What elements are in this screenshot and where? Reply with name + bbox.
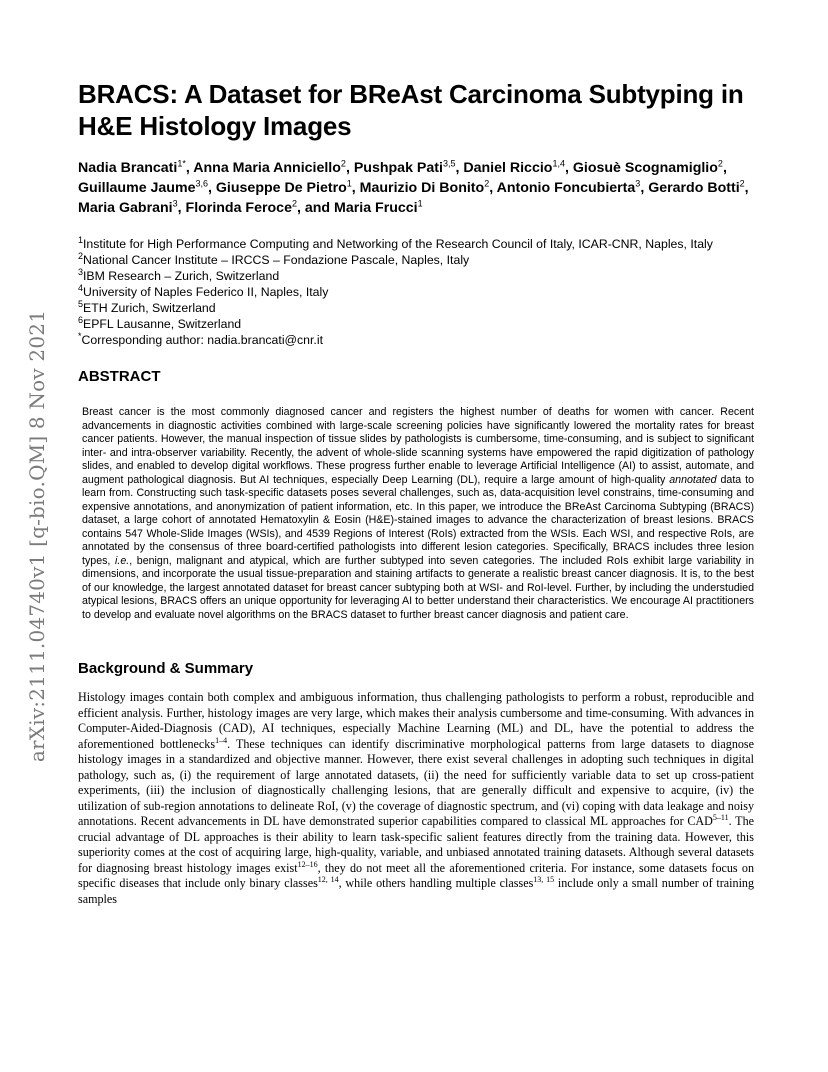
citation-ref: 12–16 [297,859,318,869]
author-affiliation-marker: 3 [635,178,641,189]
background-text-6: include only a small number of training samples [78,876,755,906]
citation-ref: 12, 14 [317,874,339,884]
affiliation-item [78,284,754,300]
background-heading: Background & Summary [78,660,254,677]
affiliation-text: National Cancer Institute – IRCCS – Fondazione Pascale, Naples, Italy [83,253,470,267]
background-text-5: , while others handling multiple classes [338,876,534,890]
citation-ref: 5–11 [712,812,729,822]
abstract-emphasis-annotated: annotated [669,473,717,486]
author-affiliation-marker: 2 [484,178,490,189]
arxiv-identifier: arXiv:2111.04740v1 [q-bio.QM] 8 Nov 2021 [25,309,49,763]
abstract-text [82,406,754,622]
background-text-2: . These techniques can identify discriminative morphological patterns from large datasets to diagnose histology images in a standardized and objective manner. However, there exist several challenges in adopting such techniques in digital pathology, such as, (i) the requirement of large annotated datasets, (ii) the need for sufficiently variable data to set up cross-patient experiments, (iii) the inclusion of diagnostically challenging lesions, that are generally difficult and expensive to acquire, (iv) the utilization of sub-region annotations to delineate RoI, (v) the coverage of diagnostic spectrum, and (vi) coping with data leakage and noisy annotations. Recent advancements in DL have demonstrated superior capabilities compared to classical ML approaches for CAD [78,736,754,828]
author-name: Antonio Foncubierta [496,180,636,196]
affiliation-marker: 1 [78,234,84,245]
affiliation-marker: 3 [78,266,84,277]
author-affiliation-marker: 2 [717,158,723,169]
affiliation-marker: 5 [78,298,84,309]
author-affiliation-marker: 3 [172,198,178,209]
author-name: Pushpak Pati [353,160,443,176]
abstract-part-2: data to learn from. Constructing such task-specific datasets poses several challenges, such as, data-acquisition level constrains, time-consuming and expensive annotations, and anonymization of patient information, etc. In this paper, we introduce the BReAst Carcinoma Subtyping (BRACS) dataset, a large cohort of annotated Hematoxylin & Eosin (H&E)-stained images to advance the characterization of breast lesions. BRACS contains 547 Whole-Slide Images (WSIs), and 4539 Regions of Interest (RoIs) extracted from the WSIs. Each WSI, and respective RoIs, are annotated by the consensus of three board-certified pathologists into different lesion categories. Specifically, BRACS includes three lesion types, [82,473,754,567]
citation-ref: 1–4 [215,735,228,745]
background-text-1: Histology images contain both complex and ambiguous information, thus challenging pathologists to perform a robust, reproducible and efficient analysis. Further, histology images are very large, which makes their analysis cumbersome and time-consuming. With advances in Computer-Aided-Diagnosis (CAD), AI techniques, especially Machine Learning (ML) and DL, have the potential to address the aforementioned bottlenecks [78,690,754,751]
author-name: Nadia Brancati [78,160,178,176]
affiliation-marker: 2 [78,250,84,261]
background-text-3: . The crucial advantage of DL approaches is their ability to learn task-specific salient features directly from the training data. However, this superiority comes at the cost of acquiring large, high-quality, variable, and unbiased annotated training datasets. Although several datasets for diagnosing breast histology images exist [78,814,754,875]
author-affiliation-marker: 3,6 [195,178,208,189]
author-affiliation-marker: 3,5 [442,158,456,169]
affiliation-item [78,316,754,332]
abstract-heading: ABSTRACT [78,368,161,385]
affiliation-marker: 4 [78,282,84,293]
affiliation-item [78,332,754,348]
author-affiliation-marker: 1* [177,158,186,169]
affiliation-item [78,236,754,252]
background-text-4: , they do not meet all the aforementioned criteria. For instance, some datasets focus on specific diseases that include only binary classes [78,860,754,890]
abstract-emphasis-ie: i.e. [115,554,130,567]
arxiv-sidebar [0,0,74,1072]
affiliation-text: IBM Research – Zurich, Switzerland [83,269,280,283]
author-name: Giuseppe De Pietro [215,180,347,196]
affiliation-marker: * [78,330,82,341]
affiliation-text: University of Naples Federico II, Naples, Italy [83,285,329,299]
author-name: Gerardo Botti [648,180,740,196]
author-name: Guillaume Jaume [78,180,196,196]
author-name: Florinda Feroce [185,200,292,216]
affiliation-text: Corresponding author: nadia.brancati@cnr.it [81,333,323,347]
author-affiliation-marker: 1,4 [552,158,565,169]
background-paragraph [78,690,754,907]
affiliation-text: Institute for High Performance Computing and Networking of the Research Council of Italy, ICAR-CNR, Naples, Italy [83,237,713,251]
affiliation-text: ETH Zurich, Switzerland [83,301,216,315]
affiliation-item [78,268,754,284]
author-name: Daniel Riccio [463,160,553,176]
affiliation-marker: 6 [78,314,84,325]
paper-page [78,78,754,907]
author-affiliation-marker: 2 [340,158,346,169]
affiliation-text: EPFL Lausanne, Switzerland [83,317,242,331]
author-name: Anna Maria Anniciello [193,160,341,176]
author-affiliation-marker: 2 [291,198,297,209]
abstract-part-1: Breast cancer is the most commonly diagnosed cancer and registers the highest number of deaths for women with cancer. Recent advancements in diagnostic activities combined with large-scale screening policies have significantly lowered the mortality rates for breast cancer patients. However, the manual inspection of tissue slides by pathologists is cumbersome, time-consuming, and is subject to significant inter- and intra-observer variability. Recently, the advent of whole-slide scanning systems have empowered the rapid digitization of pathology slides, and enabled to develop digital workflows. These progress further enable to leverage Artificial Intelligence (AI) to assist, automate, and augment pathological diagnosis. But AI techniques, especially Deep Learning (DL), require a large amount of high-quality [82,406,754,486]
abstract-part-3: , benign, malignant and atypical, which are further subtyped into seven categories. The included RoIs exhibit large variability in dimensions, and incorporate the usual tissue-preparation and staining artifacts to generate a realistic breast cancer diagnosis. It is, to the best of our knowledge, the largest annotated dataset for breast cancer subtyping both at WSI- and RoI-level. Further, by including the understudied atypical lesions, BRACS offers an unique opportunity for leveraging AI to better understand their characteristics. We encourage AI practitioners to develop and evaluate novel algorithms on the BRACS dataset to further breast cancer diagnosis and patient care. [82,554,754,621]
author-list: Nadia Brancati$^{1*}$, Anna Maria Anniciello$^2$, Pushpak Pati$^{3,5}$, Daniel Riccio$^{1,4}$, Giosuè Scognamiglio$^2$, Guillaume Jaume$^{3,6}$, Giuseppe De Pietro$^1$, Maurizio Di Bonito$^2$, Antonio Foncubierta$^3$, Gerardo Botti$^2$, Maria Gabrani$^3$, Florinda Feroce$^2$, and Maria Frucci$^1$ [78,158,749,216]
author-name: Maria Frucci [334,200,418,216]
author-affiliation-marker: 1 [417,198,423,209]
author-name: Maurizio Di Bonito [359,180,485,196]
author-name: Giosuè Scognamiglio [572,160,718,176]
affiliation-list [78,236,754,348]
author-affiliation-marker: 1 [346,178,352,189]
affiliation-item [78,252,754,268]
author-name: Maria Gabrani [78,200,173,216]
citation-ref: 13, 15 [533,874,555,884]
affiliation-item [78,300,754,316]
paper-title: BRACS: A Dataset for BReAst Carcinoma Subtyping in H&E Histology Images [78,79,744,141]
author-affiliation-marker: 2 [739,178,745,189]
